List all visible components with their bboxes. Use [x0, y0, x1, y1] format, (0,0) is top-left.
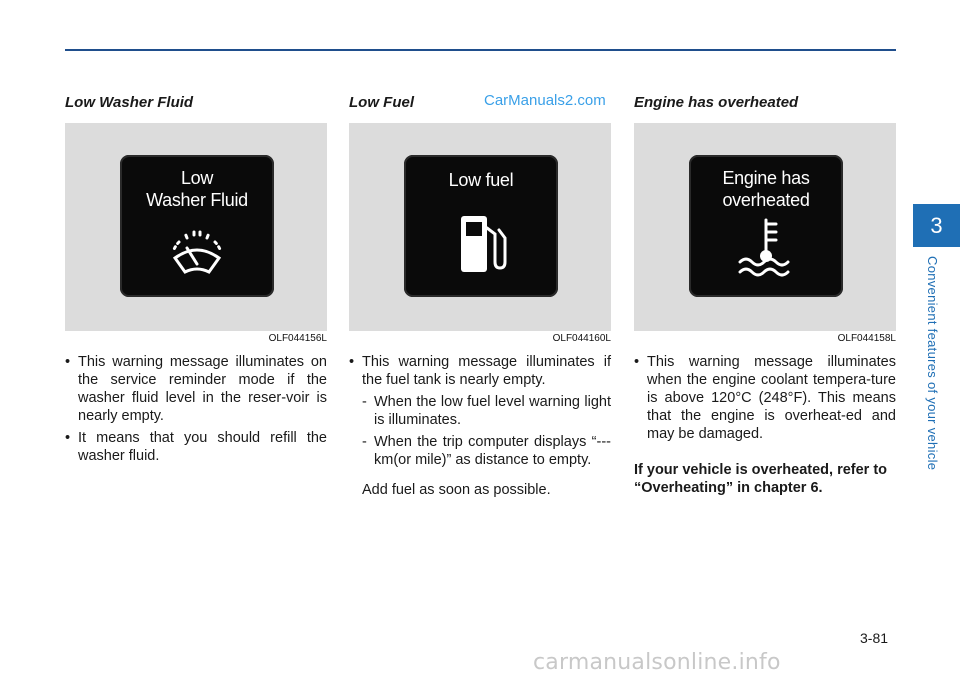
section-title: Low Fuel: [349, 94, 414, 111]
note-bold: If your vehicle is overheated, refer to “Overheating” in chapter 6.: [634, 462, 888, 496]
bullet-item: • This warning message illuminates on the service reminder mode if the washer fluid level in the reser-voir is nearly empty.: [65, 353, 327, 425]
figure-code: OLF044160L: [552, 333, 611, 344]
chapter-number-tab: 3: [913, 204, 960, 247]
warning-display-text: Low fuel: [448, 170, 514, 190]
sub-list: [362, 393, 611, 469]
fuel-pump-icon: [404, 208, 558, 285]
section-title: Engine has overheated: [634, 94, 799, 111]
section-title: Low Washer Fluid: [65, 94, 194, 111]
bullet-list: [634, 353, 896, 443]
warning-display-text: Engine has overheated: [722, 168, 810, 210]
header-rule: [65, 49, 896, 51]
coolant-temperature-icon: [689, 214, 843, 285]
warning-display: [404, 155, 558, 297]
warning-figure: [349, 123, 611, 331]
bullet-item: • This warning message illuminates if the fuel tank is nearly empty.: [349, 353, 611, 389]
section-low-washer-fluid: [65, 90, 327, 469]
section-engine-overheated: [634, 90, 896, 497]
figure-code: OLF044156L: [268, 333, 327, 344]
bullet-item: • This warning message illuminates when the engine coolant tempera-ture is above 120°C (248°F). This means that the engine is overheat-ed and may be damaged.: [634, 353, 896, 443]
warning-display: [689, 155, 843, 297]
note-text: Add fuel as soon as possible.: [362, 482, 551, 498]
watermark-top: CarManuals2.com: [484, 92, 606, 109]
page-number: 3-81: [860, 630, 889, 646]
bullet-item: • It means that you should refill the washer fluid.: [65, 429, 327, 465]
warning-display-text: Low Washer Fluid: [146, 168, 248, 210]
sub-item: - When the trip computer displays “--- km(or mile)” as distance to empty.: [362, 433, 611, 469]
warning-display: [120, 155, 274, 297]
chapter-title: Convenient features of your vehicle: [925, 256, 940, 471]
sub-item: - When the low fuel level warning light is illuminates.: [362, 393, 611, 429]
washer-fluid-icon: [120, 224, 274, 285]
bullet-list: [65, 353, 327, 465]
section-low-fuel: [349, 90, 611, 499]
warning-figure: [65, 123, 327, 331]
warning-figure: [634, 123, 896, 331]
watermark-bottom: carmanualsonline.info: [533, 650, 781, 675]
figure-code: OLF044158L: [837, 333, 896, 344]
bullet-list: [349, 353, 611, 389]
